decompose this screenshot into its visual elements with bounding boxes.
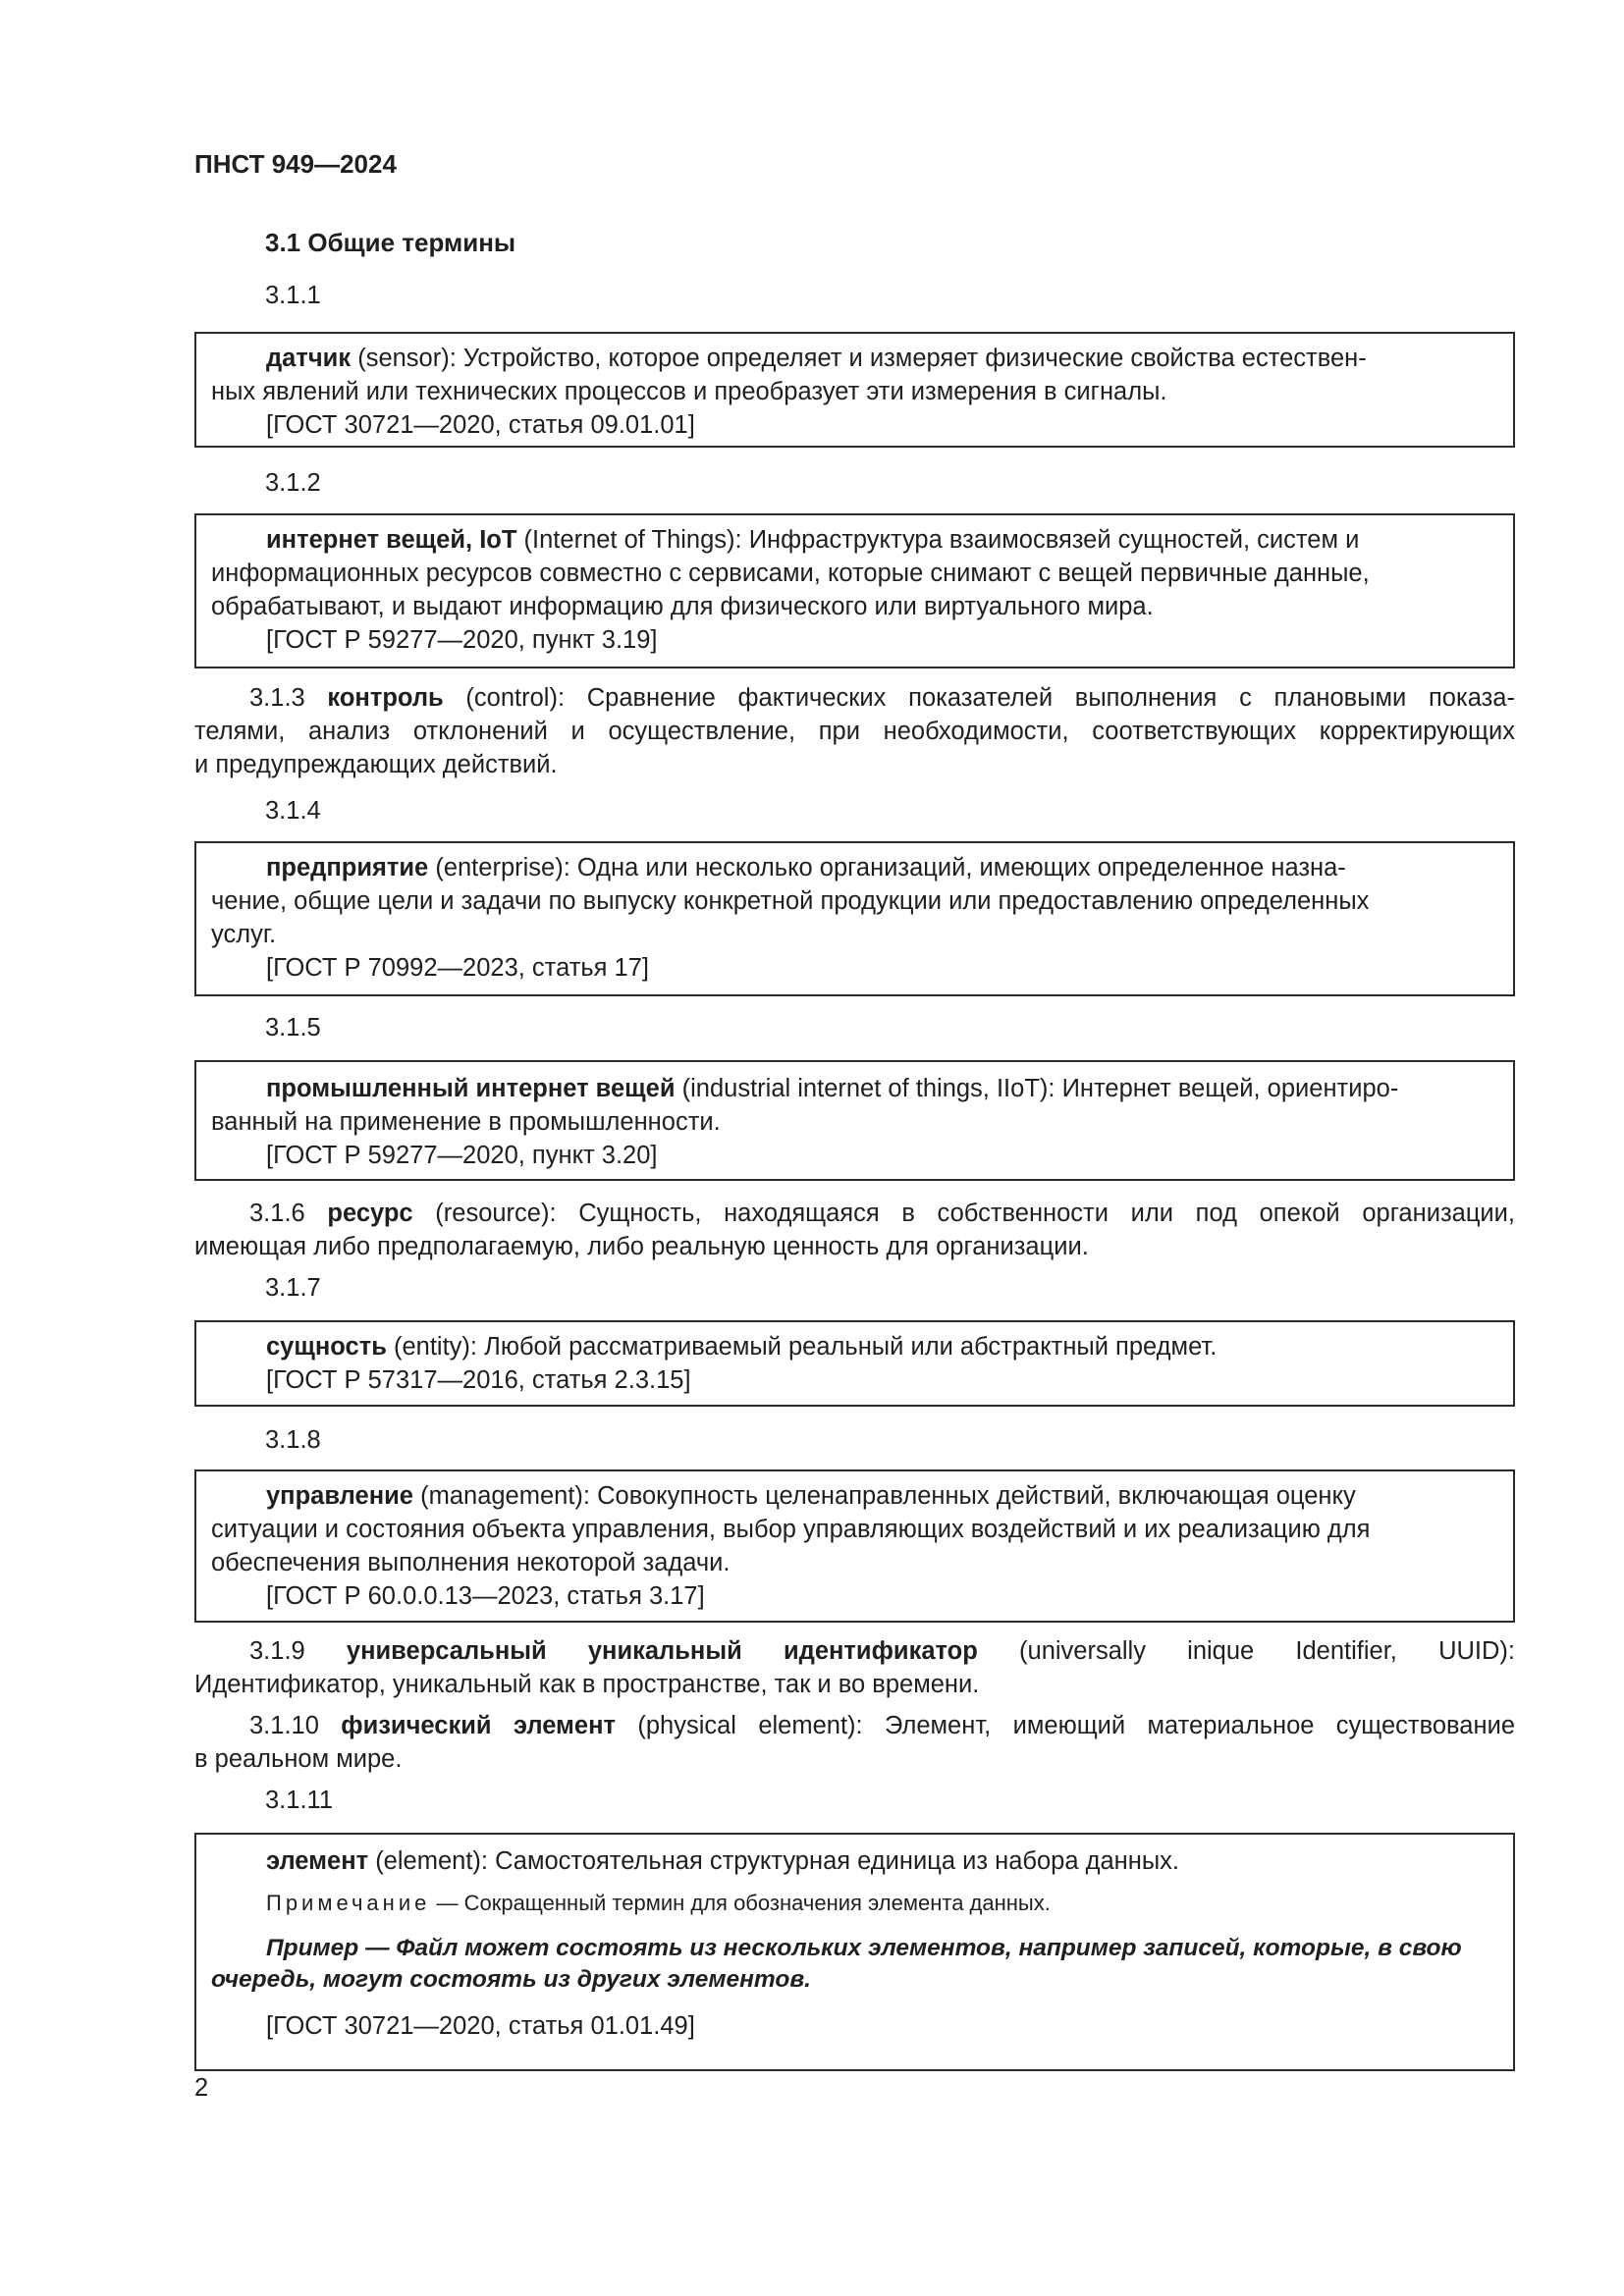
- term-box-iiot: [194, 1060, 1515, 1181]
- term-example: Пример — Файл может состоять из нескольких элементов, например записей, которые, в свою: [266, 1935, 1462, 1961]
- term-line: обрабатывают, и выдают информацию для физического или виртуального мира.: [211, 593, 1154, 620]
- term-line: 3.1.10 физический элемент (physical element): Элемент, имеющий материальное существование: [249, 1712, 1515, 1739]
- term-name: физический элемент: [341, 1712, 616, 1739]
- term-line: чение, общие цели и задачи по выпуску конкретной продукции или предоставлению определенных: [211, 887, 1370, 915]
- document-header: ПНСТ 949—2024: [194, 149, 397, 179]
- term-source: [ГОСТ Р 57317—2016, статья 2.3.15]: [266, 1366, 691, 1394]
- section-title: 3.1 Общие термины: [265, 228, 516, 257]
- term-paragraph-uuid: [194, 1634, 1515, 1701]
- term-number: 3.1.4: [265, 797, 321, 825]
- term-line: сущность (entity): Любой рассматриваемый реальный или абстрактный предмет.: [266, 1333, 1218, 1361]
- term-box-sensor: [194, 332, 1515, 448]
- term-name: управление: [266, 1482, 413, 1510]
- term-name: универсальный уникальный идентификатор: [346, 1637, 978, 1665]
- term-line: интернет вещей, IoT (Internet of Things): Инфраструктура взаимосвязей сущностей, систем и: [266, 526, 1360, 554]
- term-name: элемент: [266, 1847, 369, 1875]
- term-paragraph-physical-element: [194, 1709, 1515, 1776]
- term-line: ных явлений или технических процессов и преобразует эти измерения в сигналы.: [211, 378, 1167, 405]
- term-line: управление (management): Совокупность целенаправленных действий, включающая оценку: [266, 1482, 1356, 1510]
- term-name: промышленный интернет вещей: [266, 1075, 676, 1102]
- term-box-management: [194, 1469, 1515, 1623]
- term-number: 3.1.5: [265, 1014, 321, 1041]
- term-source: [ГОСТ 30721—2020, статья 01.01.49]: [266, 2012, 695, 2040]
- term-number: 3.1.11: [265, 1787, 334, 1814]
- term-line: услуг.: [211, 921, 277, 948]
- term-line: элемент (element): Самостоятельная структурная единица из набора данных.: [266, 1847, 1179, 1875]
- term-box-enterprise: [194, 841, 1515, 996]
- term-line: датчик (sensor): Устройство, которое определяет и измеряет физические свойства естествен-: [266, 345, 1367, 372]
- term-source: [ГОСТ Р 60.0.0.13—2023, статья 3.17]: [266, 1582, 705, 1610]
- term-paragraph-control: [194, 681, 1515, 781]
- term-source: [ГОСТ Р 59277—2020, пункт 3.20]: [266, 1142, 658, 1169]
- term-line: и предупреждающих действий.: [194, 751, 558, 778]
- term-name: контроль: [327, 684, 444, 712]
- term-line: телями, анализ отклонений и осуществление, при необходимости, соответствующих корректирующих: [194, 718, 1515, 745]
- term-note: Примечание — Сокращенный термин для обозначения элемента данных.: [266, 1891, 1051, 1915]
- term-number: 3.1.7: [265, 1274, 321, 1302]
- term-line: 3.1.6 ресурс (resource): Сущность, находящаяся в собственности или под опекой организации,: [249, 1200, 1515, 1227]
- term-source: [ГОСТ Р 59277—2020, пункт 3.19]: [266, 626, 658, 654]
- term-line: ванный на применение в промышленности.: [211, 1108, 721, 1136]
- term-line: ситуации и состояния объекта управления, выбор управляющих воздействий и их реализацию для: [211, 1516, 1371, 1543]
- term-line: промышленный интернет вещей (industrial internet of things, IIoT): Интернет вещей, ориентиро-: [266, 1075, 1399, 1102]
- term-line: имеющая либо предполагаемую, либо реальную ценность для организации.: [194, 1233, 1089, 1260]
- term-line: в реальном мире.: [194, 1745, 403, 1773]
- term-box-element: [194, 1833, 1515, 2071]
- term-box-iot: [194, 513, 1515, 668]
- term-number: 3.1.1: [265, 282, 321, 309]
- term-box-entity: [194, 1320, 1515, 1407]
- term-paragraph-resource: [194, 1197, 1515, 1263]
- term-name: интернет вещей, IoT: [266, 526, 517, 554]
- term-number: 3.1.8: [265, 1426, 321, 1454]
- term-source: [ГОСТ Р 70992—2023, статья 17]: [266, 954, 649, 982]
- term-source: [ГОСТ 30721—2020, статья 09.01.01]: [266, 411, 695, 439]
- term-line: 3.1.9 универсальный уникальный идентификатор (universally inique Identifier, UUID):: [249, 1637, 1515, 1665]
- term-line: предприятие (enterprise): Одна или несколько организаций, имеющих определенное назна-: [266, 854, 1346, 881]
- term-number: 3.1.2: [265, 469, 321, 497]
- term-name: датчик: [266, 345, 352, 372]
- term-name: ресурс: [327, 1200, 413, 1227]
- term-line: Идентификатор, уникальный как в пространстве, так и во времени.: [194, 1671, 980, 1698]
- term-name: сущность: [266, 1333, 387, 1361]
- term-name: предприятие: [266, 854, 429, 881]
- term-line: 3.1.3 контроль (control): Сравнение фактических показателей выполнения с плановыми показа-: [249, 684, 1515, 712]
- term-line: информационных ресурсов совместно с сервисами, которые снимают с вещей первичные данные,: [211, 560, 1370, 587]
- term-example: очередь, могут состоять из других элементов.: [211, 1966, 811, 1993]
- term-line: обеспечения выполнения некоторой задачи.: [211, 1549, 731, 1576]
- page-number: 2: [194, 2074, 209, 2102]
